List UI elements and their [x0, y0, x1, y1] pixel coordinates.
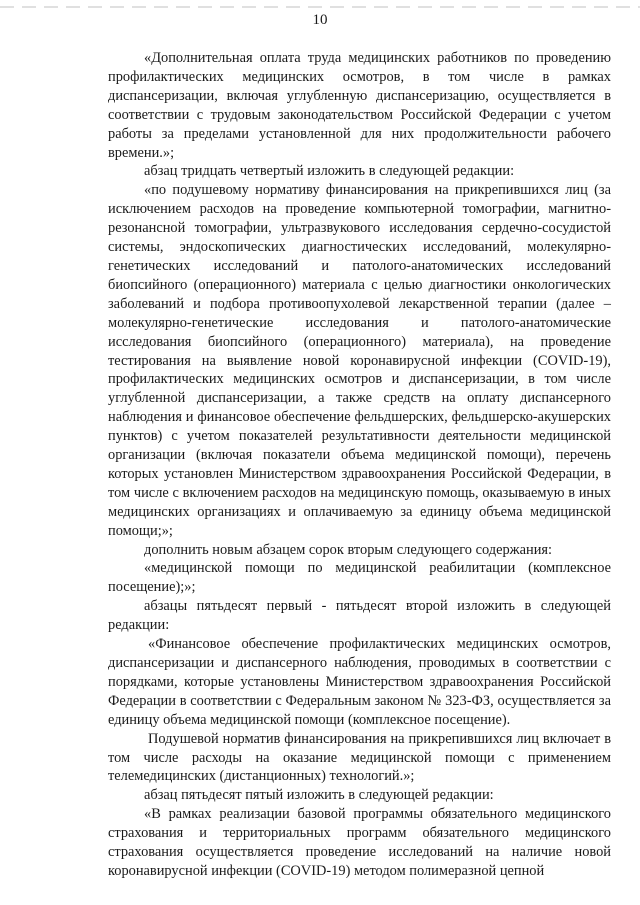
paragraph-financial-support: «Финансовое обеспечение профилактических медицинских осмотров, диспансеризации и диспансерного наблюдения, проводимых в соответствии с порядками, которые установлены Министерством здравоохранения Российской Федерации в соответствии с Федеральным законом № 323-ФЗ, осуществляется за единицу объема медицинской помощи (комплексное посещение). — [108, 636, 611, 728]
scan-top-edge — [0, 6, 640, 8]
document-body — [108, 49, 611, 881]
paragraph-telemedicine: Подушевой норматив финансирования на прикрепившихся лиц включает в том числе расходы на оказание медицинской помощи с применением телемедицинских (дистанционных) технологий.»; — [108, 730, 611, 785]
paragraph-additional-pay: «Дополнительная оплата труда медицинских работников по проведению профилактических медицинских осмотров, в том числе в рамках диспансеризации, включая углубленную диспансеризацию, осуществляется в соответствии с трудовым законодательством Российской Федерации с учетом работы за пределами установленной для них продолжительности рабочего времени.»; — [108, 50, 611, 161]
paragraph-covid-testing: «В рамках реализации базовой программы обязательного медицинского страхования и территориальных программ обязательного медицинского страхования осуществляется проведение исследований на наличие новой коронавирусной инфекции (COVID-19) методом полимеразной цепной — [108, 806, 611, 879]
paragraph-instruction-51-52: абзацы пятьдесят первый - пятьдесят второй изложить в следующей редакции: — [108, 598, 611, 634]
paragraph-instruction-55: абзац пятьдесят пятый изложить в следующей редакции: — [144, 787, 494, 804]
paragraph-instruction-42: дополнить новым абзацем сорок вторым следующего содержания: — [144, 541, 553, 558]
paragraph-per-capita-standard: «по подушевому нормативу финансирования на прикрепившихся лиц (за исключением расходов на проведение компьютерной томографии, магнитно-резонансной томографии, ультразвукового исследования сердечно-сосудистой системы, эндоскопических диагностических исследований, молекулярно-генетических исследований и патолого-анатомических исследований биопсийного (операционного) материала с целью диагностики онкологических заболеваний и подбора противоопухолевой лекарственной терапии (далее – молекулярно-генетические исследования и патолого-анатомические исследования биопсийного (операционного) материала), на проведение тестирования на выявление новой коронавирусной инфекции (COVID-19), профилактических медицинских осмотров и диспансеризации, в том числе углубленной диспансеризации, а также средств на оплату диспансерного наблюдения и финансовое обеспечение фельдшерских, фельдшерско-акушерских пунктов) с учетом показателей результативности деятельности медицинской организации (включая показатели объема медицинской помощи), перечень которых установлен Министерством здравоохранения Российской Федерации, в том числе с включением расходов на медицинскую помощь, оказываемую в иных медицинских организациях и оплачиваемую за единицу объема медицинской помощи;»; — [108, 182, 611, 539]
paragraph-rehabilitation: «медицинской помощи по медицинской реабилитации (комплексное посещение);»; — [108, 560, 611, 596]
page-number: 10 — [312, 12, 328, 28]
paragraph-instruction-34: абзац тридцать четвертый изложить в следующей редакции: — [144, 163, 515, 180]
